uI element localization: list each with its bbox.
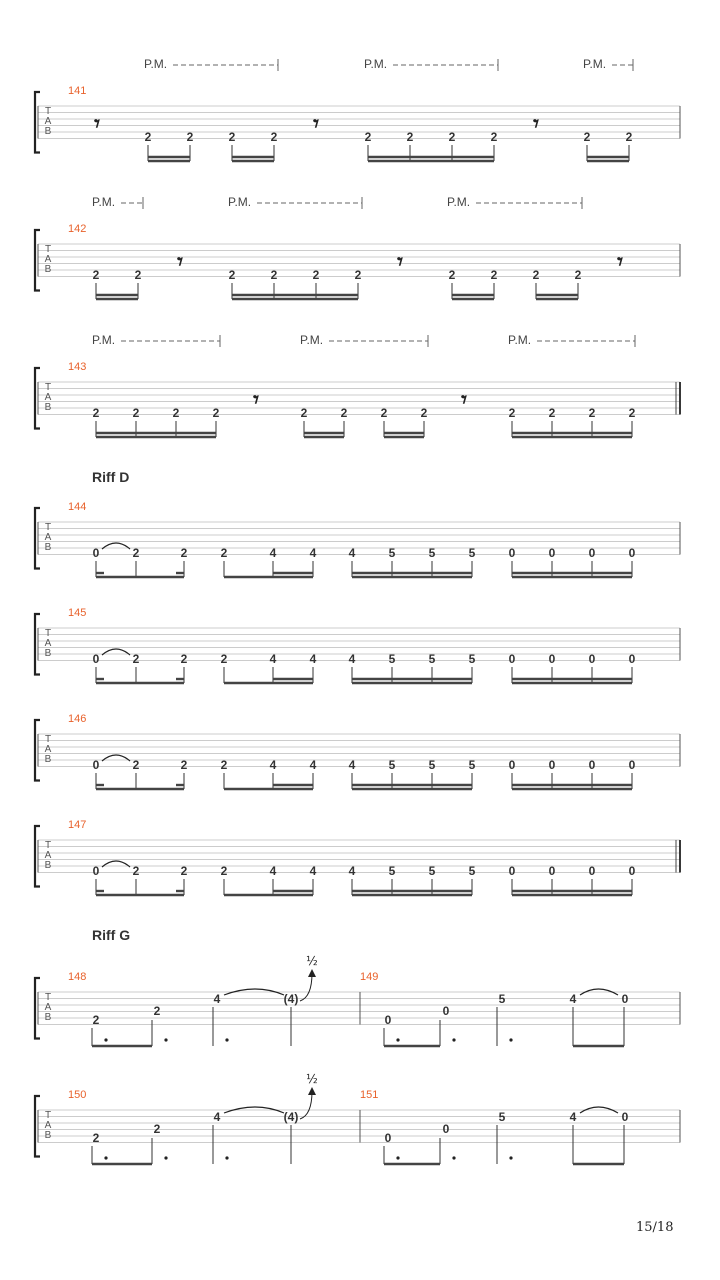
tab-letter-t: T [44,992,52,1003]
fret-number: 5 [498,1110,506,1124]
fret-number: 4 [269,864,277,878]
tab-letter-t: T [44,840,52,851]
tab-letter-t: T [44,734,52,745]
fret-number: 2 [406,130,414,144]
fret-number: 2 [180,546,188,560]
dot [164,1156,167,1159]
tab-letter-a: A [44,850,52,861]
fret-number: 0 [588,864,596,878]
fret-number: 0 [621,992,629,1006]
fret-number: 2 [172,406,180,420]
fret-number: 0 [628,546,636,560]
fret-number: 0 [588,652,596,666]
fret-number: 5 [388,864,396,878]
section-label-riff-d: Riff D [92,469,130,485]
tab-letter-a: A [44,1002,52,1013]
tab-letter-t: T [44,244,52,255]
fret-number: 0 [548,864,556,878]
bend-label: ½ [306,954,318,968]
dot [396,1038,399,1041]
fret-number: 0 [508,758,516,772]
dot [396,1156,399,1159]
fret-number: 5 [468,652,476,666]
fret-number: 2 [212,406,220,420]
fret-number: 2 [583,130,591,144]
eighth-rest: 𝄾 [253,387,259,413]
fret-number: 4 [348,864,356,878]
fret-number: 2 [625,130,633,144]
fret-number: 5 [388,546,396,560]
fret-number: 2 [354,268,362,282]
fret-number: 0 [628,864,636,878]
fret-number: 2 [448,130,456,144]
palm-mute-label: P.M. [92,195,116,209]
palm-mute-label: P.M. [364,57,388,71]
fret-number: 5 [428,546,436,560]
fret-number: 0 [442,1004,450,1018]
tab-letter-a: A [44,254,52,265]
fret-number: 2 [270,268,278,282]
fret-number: 2 [153,1004,161,1018]
fret-number: 2 [532,268,540,282]
tab-letter-b: B [44,754,52,765]
dot [225,1156,228,1159]
palm-mute-label: P.M. [300,333,324,347]
fret-number: 5 [388,758,396,772]
fret-number: 2 [132,546,140,560]
fret-number: 0 [508,546,516,560]
bend-curve [300,973,312,1001]
palm-mute-label: P.M. [508,333,532,347]
fret-number: 5 [468,758,476,772]
fret-number: 2 [220,546,228,560]
fret-number: 4 [309,546,317,560]
fret-number: 2 [132,652,140,666]
dot [225,1038,228,1041]
fret-number: 5 [468,546,476,560]
tab-letter-t: T [44,522,52,533]
measure-number: 148 [68,971,87,983]
palm-mute-label: P.M. [144,57,168,71]
fret-number: 2 [92,1013,100,1027]
fret-number: 0 [92,546,100,560]
fret-number: 2 [186,130,194,144]
eighth-rest: 𝄾 [461,387,467,413]
fret-number: 0 [548,758,556,772]
fret-number: 2 [490,130,498,144]
fret-number: 5 [428,864,436,878]
measure-number: 145 [68,607,87,619]
palm-mute-label: P.M. [447,195,471,209]
fret-number: 0 [628,652,636,666]
fret-number: 0 [442,1122,450,1136]
fret-number: 2 [420,406,428,420]
fret-number: 2 [180,864,188,878]
tab-letter-b: B [44,126,52,137]
measure-number: 141 [68,85,87,97]
dot [452,1156,455,1159]
fret-number: 4 [269,546,277,560]
fret-number: 4 [269,652,277,666]
fret-number: (4) [283,1110,299,1124]
fret-number: 0 [508,652,516,666]
fret-number: 2 [312,268,320,282]
fret-number: 5 [498,992,506,1006]
fret-number: 4 [269,758,277,772]
tab-letter-b: B [44,860,52,871]
fret-number: 2 [548,406,556,420]
fret-number: 2 [490,268,498,282]
fret-number: 2 [92,1131,100,1145]
eighth-rest: 𝄾 [397,249,403,275]
bend-arrow [308,969,316,977]
fret-number: 2 [132,758,140,772]
measure-number: 150 [68,1089,87,1101]
measure-number: 143 [68,361,87,373]
bend-label: ½ [306,1072,318,1086]
tab-letter-b: B [44,1130,52,1141]
tab-letter-t: T [44,1110,52,1121]
fret-number: 2 [628,406,636,420]
eighth-rest: 𝄾 [617,249,623,275]
bend-arrow [308,1087,316,1095]
section-label-riff-g: Riff G [92,927,131,943]
tab-letter-t: T [44,106,52,117]
tab-letter-b: B [44,264,52,275]
fret-number: 2 [180,652,188,666]
dot [509,1156,512,1159]
measure-number: 149 [360,971,379,983]
fret-number: 0 [92,758,100,772]
palm-mute-label: P.M. [228,195,252,209]
palm-mute-label: P.M. [583,57,607,71]
tab-letter-t: T [44,382,52,393]
fret-number: 2 [228,130,236,144]
tab-letter-a: A [44,744,52,755]
fret-number: 2 [144,130,152,144]
tab-letter-b: B [44,1012,52,1023]
measure-number: 151 [360,1089,379,1101]
dot [164,1038,167,1041]
fret-number: 0 [628,758,636,772]
fret-number: 2 [180,758,188,772]
fret-number: 2 [588,406,596,420]
fret-number: 2 [220,864,228,878]
fret-number: 2 [228,268,236,282]
tab-letter-t: T [44,628,52,639]
dot [104,1156,107,1159]
dot [452,1038,455,1041]
tab-letter-a: A [44,638,52,649]
fret-number: 5 [468,864,476,878]
fret-number: 4 [309,758,317,772]
fret-number: 4 [213,1110,221,1124]
tab-letter-b: B [44,648,52,659]
measure-number: 142 [68,223,87,235]
tab-letter-b: B [44,402,52,413]
fret-number: 0 [548,546,556,560]
fret-number: 0 [92,652,100,666]
eighth-rest: 𝄾 [313,111,319,137]
tab-letter-b: B [44,542,52,553]
fret-number: 2 [220,758,228,772]
fret-number: 4 [569,992,577,1006]
fret-number: 4 [348,546,356,560]
fret-number: 2 [300,406,308,420]
measure-number: 147 [68,819,87,831]
dot [509,1038,512,1041]
fret-number: 2 [364,130,372,144]
fret-number: 5 [428,758,436,772]
fret-number: 4 [348,758,356,772]
fret-number: 0 [384,1013,392,1027]
fret-number: 0 [508,864,516,878]
fret-number: 0 [92,864,100,878]
fret-number: 2 [153,1122,161,1136]
fret-number: 4 [348,652,356,666]
fret-number: 2 [92,406,100,420]
fret-number: 2 [92,268,100,282]
page-number: 15/18 [636,1220,674,1235]
tab-letter-a: A [44,532,52,543]
tab-letter-a: A [44,116,52,127]
fret-number: 2 [340,406,348,420]
fret-number: 0 [621,1110,629,1124]
fret-number: 0 [548,652,556,666]
palm-mute-label: P.M. [92,333,116,347]
fret-number: 2 [132,864,140,878]
tab-letter-a: A [44,392,52,403]
fret-number: 4 [569,1110,577,1124]
measure-number: 144 [68,501,87,513]
fret-number: 0 [384,1131,392,1145]
eighth-rest: 𝄾 [533,111,539,137]
fret-number: 2 [574,268,582,282]
fret-number: 0 [588,546,596,560]
fret-number: 5 [428,652,436,666]
bend-curve [300,1091,312,1119]
eighth-rest: 𝄾 [177,249,183,275]
fret-number: 2 [220,652,228,666]
fret-number: (4) [283,992,299,1006]
fret-number: 2 [270,130,278,144]
fret-number: 4 [213,992,221,1006]
fret-number: 2 [134,268,142,282]
fret-number: 2 [380,406,388,420]
fret-number: 5 [388,652,396,666]
fret-number: 2 [132,406,140,420]
tab-letter-a: A [44,1120,52,1131]
dot [104,1038,107,1041]
eighth-rest: 𝄾 [94,111,100,137]
fret-number: 4 [309,864,317,878]
fret-number: 2 [448,268,456,282]
fret-number: 2 [508,406,516,420]
measure-number: 146 [68,713,87,725]
fret-number: 4 [309,652,317,666]
fret-number: 0 [588,758,596,772]
